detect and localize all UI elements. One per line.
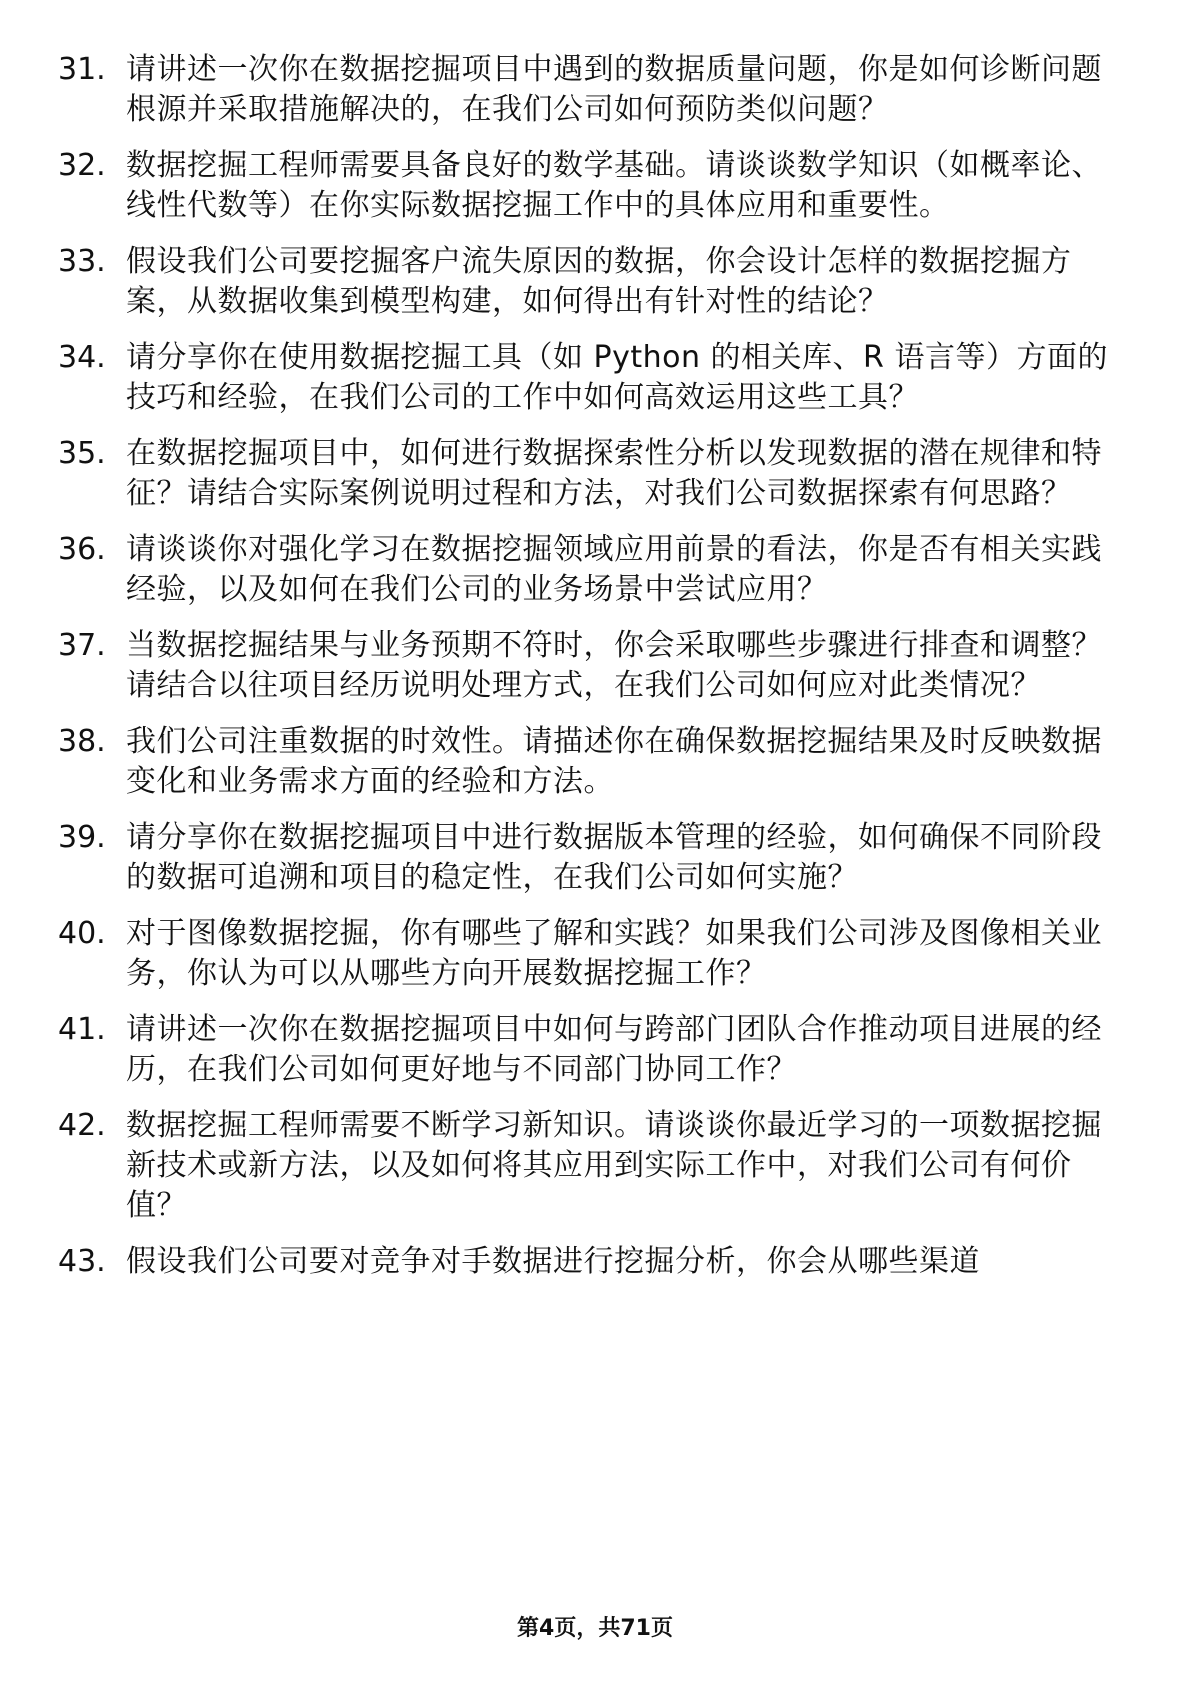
question-item	[58, 338, 1118, 418]
question-list	[58, 50, 1118, 1298]
question-number: 40.	[58, 916, 106, 951]
question-item	[58, 434, 1118, 514]
question-text: 在数据挖掘项目中，如何进行数据探索性分析以发现数据的潜在规律和特征？请结合实际案例说明过程和方法，对我们公司数据探索有何思路？	[126, 436, 1102, 511]
question-text: 请讲述一次你在数据挖掘项目中遇到的数据质量问题，你是如何诊断问题根源并采取措施解决的，在我们公司如何预防类似问题？	[126, 52, 1102, 127]
question-text: 请分享你在使用数据挖掘工具（如 Python 的相关库、R 语言等）方面的技巧和经验，在我们公司的工作中如何高效运用这些工具？	[126, 340, 1108, 415]
question-number: 39.	[58, 820, 106, 855]
question-number: 43.	[58, 1244, 106, 1279]
question-text: 请讲述一次你在数据挖掘项目中如何与跨部门团队合作推动项目进展的经历，在我们公司如何更好地与不同部门协同工作？	[126, 1012, 1102, 1087]
question-item	[58, 1010, 1118, 1090]
question-item	[58, 914, 1118, 994]
question-item	[58, 146, 1118, 226]
question-item	[58, 626, 1118, 706]
question-text: 数据挖掘工程师需要不断学习新知识。请谈谈你最近学习的一项数据挖掘新技术或新方法，以及如何将其应用到实际工作中，对我们公司有何价值？	[126, 1108, 1102, 1223]
page-footer: 第4页，共71页	[517, 1616, 673, 1641]
question-number: 41.	[58, 1012, 106, 1047]
question-item	[58, 1106, 1118, 1226]
question-text: 假设我们公司要对竞争对手数据进行挖掘分析，你会从哪些渠道	[126, 1244, 980, 1279]
question-number: 38.	[58, 724, 106, 759]
question-text: 假设我们公司要挖掘客户流失原因的数据，你会设计怎样的数据挖掘方案，从数据收集到模型构建，如何得出有针对性的结论？	[126, 244, 1072, 319]
question-text: 当数据挖掘结果与业务预期不符时，你会采取哪些步骤进行排查和调整？请结合以往项目经历说明处理方式，在我们公司如何应对此类情况？	[126, 628, 1102, 703]
question-number: 42.	[58, 1108, 106, 1143]
question-number: 31.	[58, 52, 106, 87]
question-item	[58, 818, 1118, 898]
question-item	[58, 1242, 1118, 1282]
question-text: 请分享你在数据挖掘项目中进行数据版本管理的经验，如何确保不同阶段的数据可追溯和项目的稳定性，在我们公司如何实施？	[126, 820, 1102, 895]
question-number: 32.	[58, 148, 106, 183]
question-number: 35.	[58, 436, 106, 471]
question-text: 请谈谈你对强化学习在数据挖掘领域应用前景的看法，你是否有相关实践经验，以及如何在我们公司的业务场景中尝试应用？	[126, 532, 1102, 607]
question-text: 我们公司注重数据的时效性。请描述你在确保数据挖掘结果及时反映数据变化和业务需求方面的经验和方法。	[126, 724, 1102, 799]
question-number: 36.	[58, 532, 106, 567]
question-text: 对于图像数据挖掘，你有哪些了解和实践？如果我们公司涉及图像相关业务，你认为可以从哪些方向开展数据挖掘工作？	[126, 916, 1102, 991]
question-item	[58, 50, 1118, 130]
question-item	[58, 722, 1118, 802]
question-item	[58, 530, 1118, 610]
question-number: 33.	[58, 244, 106, 279]
question-item	[58, 242, 1118, 322]
question-text: 数据挖掘工程师需要具备良好的数学基础。请谈谈数学知识（如概率论、线性代数等）在你实际数据挖掘工作中的具体应用和重要性。	[126, 148, 1102, 223]
question-number: 37.	[58, 628, 106, 663]
question-number: 34.	[58, 340, 106, 375]
